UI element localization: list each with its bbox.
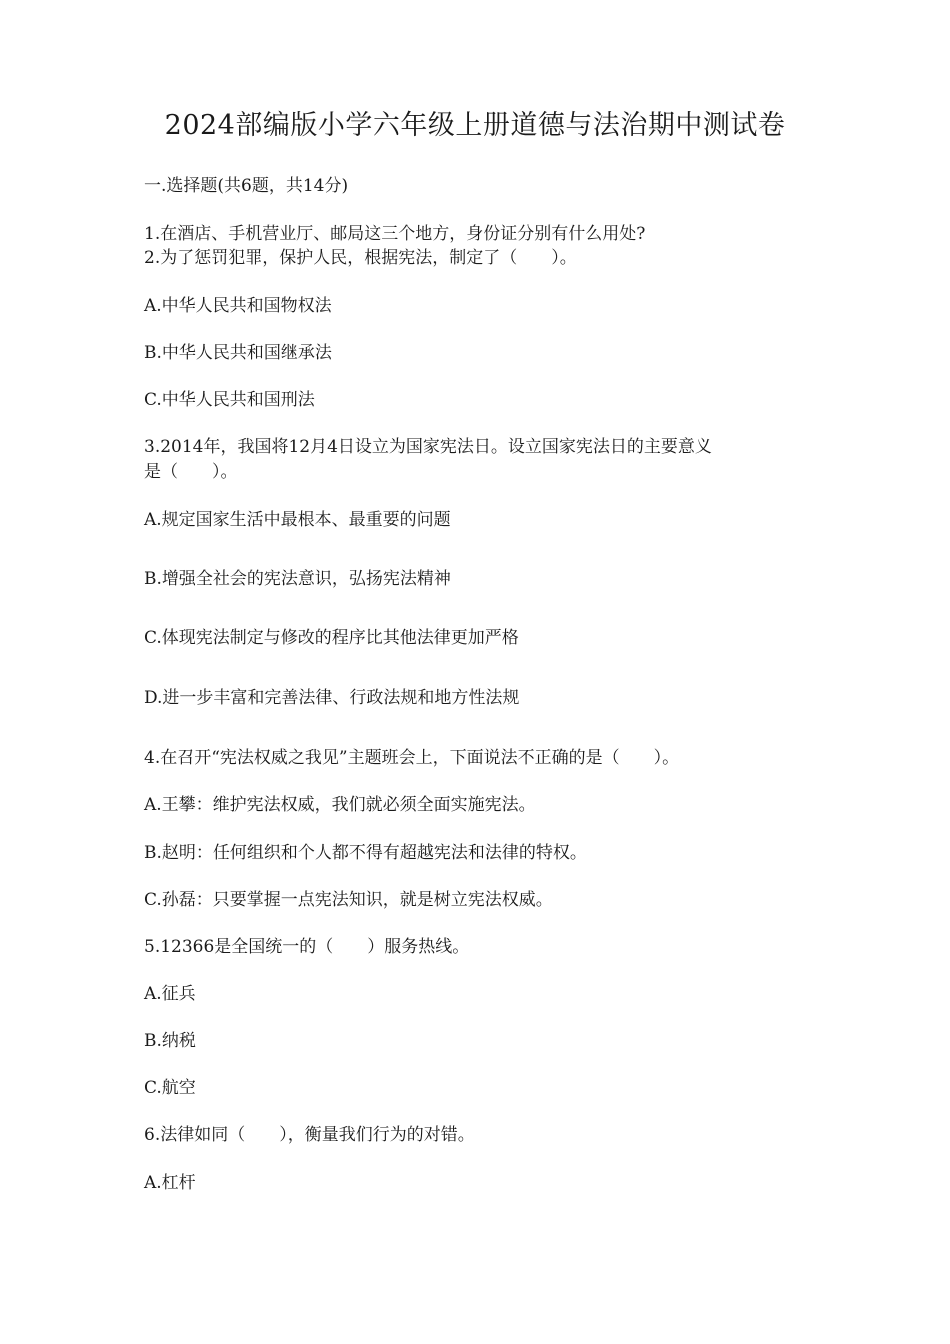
question-2-option-c: C.中华人民共和国刑法 [144, 390, 315, 410]
question-3-option-c: C.体现宪法制定与修改的程序比其他法律更加严格 [144, 628, 519, 648]
question-6-stem: 6.法律如同（ ），衡量我们行为的对错。 [144, 1125, 475, 1145]
question-3-option-b: B.增强全社会的宪法意识，弘扬宪法精神 [144, 569, 451, 589]
question-4-stem: 4.在召开“宪法权威之我见”主题班会上，下面说法不正确的是（ ）。 [144, 748, 680, 768]
question-6-option-a: A.杠杆 [144, 1173, 196, 1193]
section-heading: 一.选择题(共6题，共14分) [144, 176, 349, 196]
question-5-option-a: A.征兵 [144, 984, 196, 1004]
question-2-option-b: B.中华人民共和国继承法 [144, 343, 332, 363]
question-5-stem: 5.12366是全国统一的（ ）服务热线。 [144, 937, 470, 957]
question-5-option-b: B.纳税 [144, 1031, 196, 1051]
question-3-stem-line-1: 3.2014年，我国将12月4日设立为国家宪法日。设立国家宪法日的主要意义 [144, 437, 712, 457]
question-2-option-a: A.中华人民共和国物权法 [144, 296, 332, 316]
question-3-stem-line-2: 是（ ）。 [144, 462, 238, 482]
question-4-option-a: A.王攀：维护宪法权威，我们就必须全面实施宪法。 [144, 795, 536, 815]
question-3-option-a: A.规定国家生活中最根本、最重要的问题 [144, 510, 451, 530]
question-4-option-c: C.孙磊：只要掌握一点宪法知识，就是树立宪法权威。 [144, 890, 553, 910]
exam-title: 2024部编版小学六年级上册道德与法治期中测试卷 [164, 110, 786, 141]
question-2-stem: 2.为了惩罚犯罪，保护人民，根据宪法，制定了（ ）。 [144, 248, 577, 268]
question-4-option-b: B.赵明：任何组织和个人都不得有超越宪法和法律的特权。 [144, 843, 587, 863]
question-1-stem: 1.在酒店、手机营业厅、邮局这三个地方，身份证分别有什么用处? [144, 224, 646, 244]
question-3-option-d: D.进一步丰富和完善法律、行政法规和地方性法规 [144, 688, 520, 708]
question-5-option-c: C.航空 [144, 1078, 196, 1098]
